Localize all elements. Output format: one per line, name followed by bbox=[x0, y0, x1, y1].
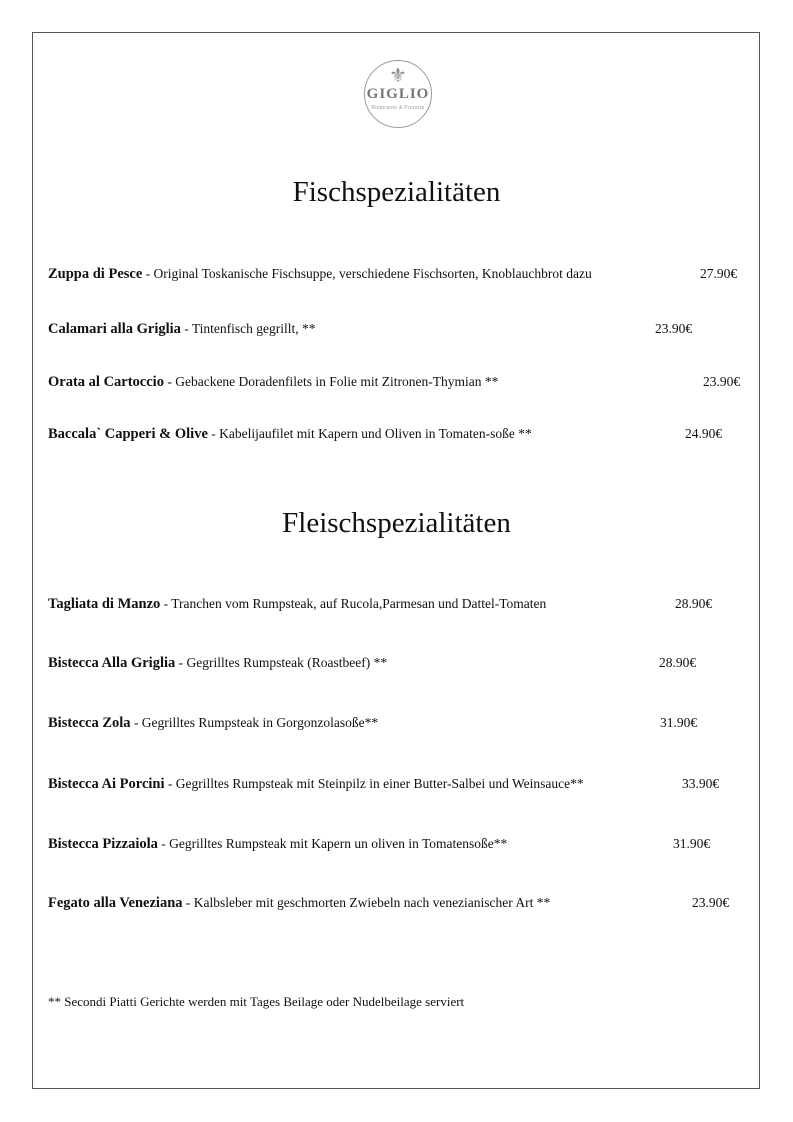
menu-item bbox=[48, 426, 532, 442]
dish-description: - Tintenfisch gegrillt, ** bbox=[180, 321, 316, 336]
section-title-meat: Fleischspezialitäten bbox=[282, 507, 511, 539]
dish-price: 28.90€ bbox=[675, 596, 713, 611]
dish-description: - Gegrilltes Rumpsteak mit Kapern un oliven in Tomatensoße** bbox=[157, 836, 508, 851]
dish-description: - Gebackene Doradenfilets in Folie mit Zitronen-Thymian ** bbox=[163, 374, 499, 389]
dish-name: Fegato alla Veneziana bbox=[48, 895, 183, 911]
dish-description: - Gegrilltes Rumpsteak (Roastbeef) ** bbox=[175, 655, 388, 670]
footnote: ** Secondi Piatti Gerichte werden mit Tages Beilage oder Nudelbeilage serviert bbox=[48, 994, 465, 1009]
dish-price: 31.90€ bbox=[673, 836, 711, 851]
menu-item bbox=[48, 321, 316, 337]
menu-item bbox=[48, 836, 507, 852]
menu-item bbox=[48, 895, 550, 911]
dish-name: Bistecca Zola bbox=[48, 715, 131, 731]
dish-name: Bistecca Ai Porcini bbox=[48, 776, 165, 792]
dish-description: - Kalbsleber mit geschmorten Zwiebeln nach venezianischer Art ** bbox=[182, 895, 551, 910]
dish-name: Baccala` Capperi & Olive bbox=[48, 426, 208, 442]
fleur-de-lis-icon: ⚜ bbox=[389, 63, 407, 87]
menu-item bbox=[48, 596, 546, 612]
dish-price: 33.90€ bbox=[682, 776, 720, 791]
menu-item bbox=[48, 374, 498, 390]
dish-name: Bistecca Pizzaiola bbox=[48, 836, 158, 852]
menu-item bbox=[48, 655, 387, 671]
dish-price: 27.90€ bbox=[700, 266, 738, 281]
menu-item bbox=[48, 776, 584, 792]
section-title-fish: Fischspezialitäten bbox=[292, 176, 501, 208]
dish-description: - Kabelijaufilet mit Kapern und Oliven in Tomaten-soße ** bbox=[207, 426, 532, 441]
dish-description: - Original Toskanische Fischsuppe, verschiedene Fischsorten, Knoblauchbrot dazu bbox=[142, 266, 592, 281]
dish-name: Calamari alla Griglia bbox=[48, 321, 181, 337]
dish-price: 24.90€ bbox=[685, 426, 723, 441]
dish-description: - Gegrilltes Rumpsteak mit Steinpilz in einer Butter-Salbei und Weinsauce** bbox=[164, 776, 584, 791]
menu-item bbox=[48, 266, 592, 282]
dish-name: Zuppa di Pesce bbox=[48, 266, 143, 282]
dish-price: 23.90€ bbox=[692, 895, 730, 910]
dish-name: Bistecca Alla Griglia bbox=[48, 655, 176, 671]
logo-tagline: Ristorante & Pizzeria bbox=[371, 105, 425, 111]
menu-item bbox=[48, 715, 378, 731]
restaurant-logo bbox=[364, 60, 432, 128]
dish-price: 31.90€ bbox=[660, 715, 698, 730]
dish-price: 23.90€ bbox=[703, 374, 741, 389]
dish-price: 23.90€ bbox=[655, 321, 693, 336]
dish-price: 28.90€ bbox=[659, 655, 697, 670]
dish-name: Orata al Cartoccio bbox=[48, 374, 164, 390]
logo-name: GIGLIO bbox=[366, 86, 430, 102]
dish-name: Tagliata di Manzo bbox=[48, 596, 161, 612]
dish-description: - Tranchen vom Rumpsteak, auf Rucola,Parmesan und Dattel-Tomaten bbox=[160, 596, 547, 611]
dish-description: - Gegrilltes Rumpsteak in Gorgonzolasoße** bbox=[130, 715, 379, 730]
